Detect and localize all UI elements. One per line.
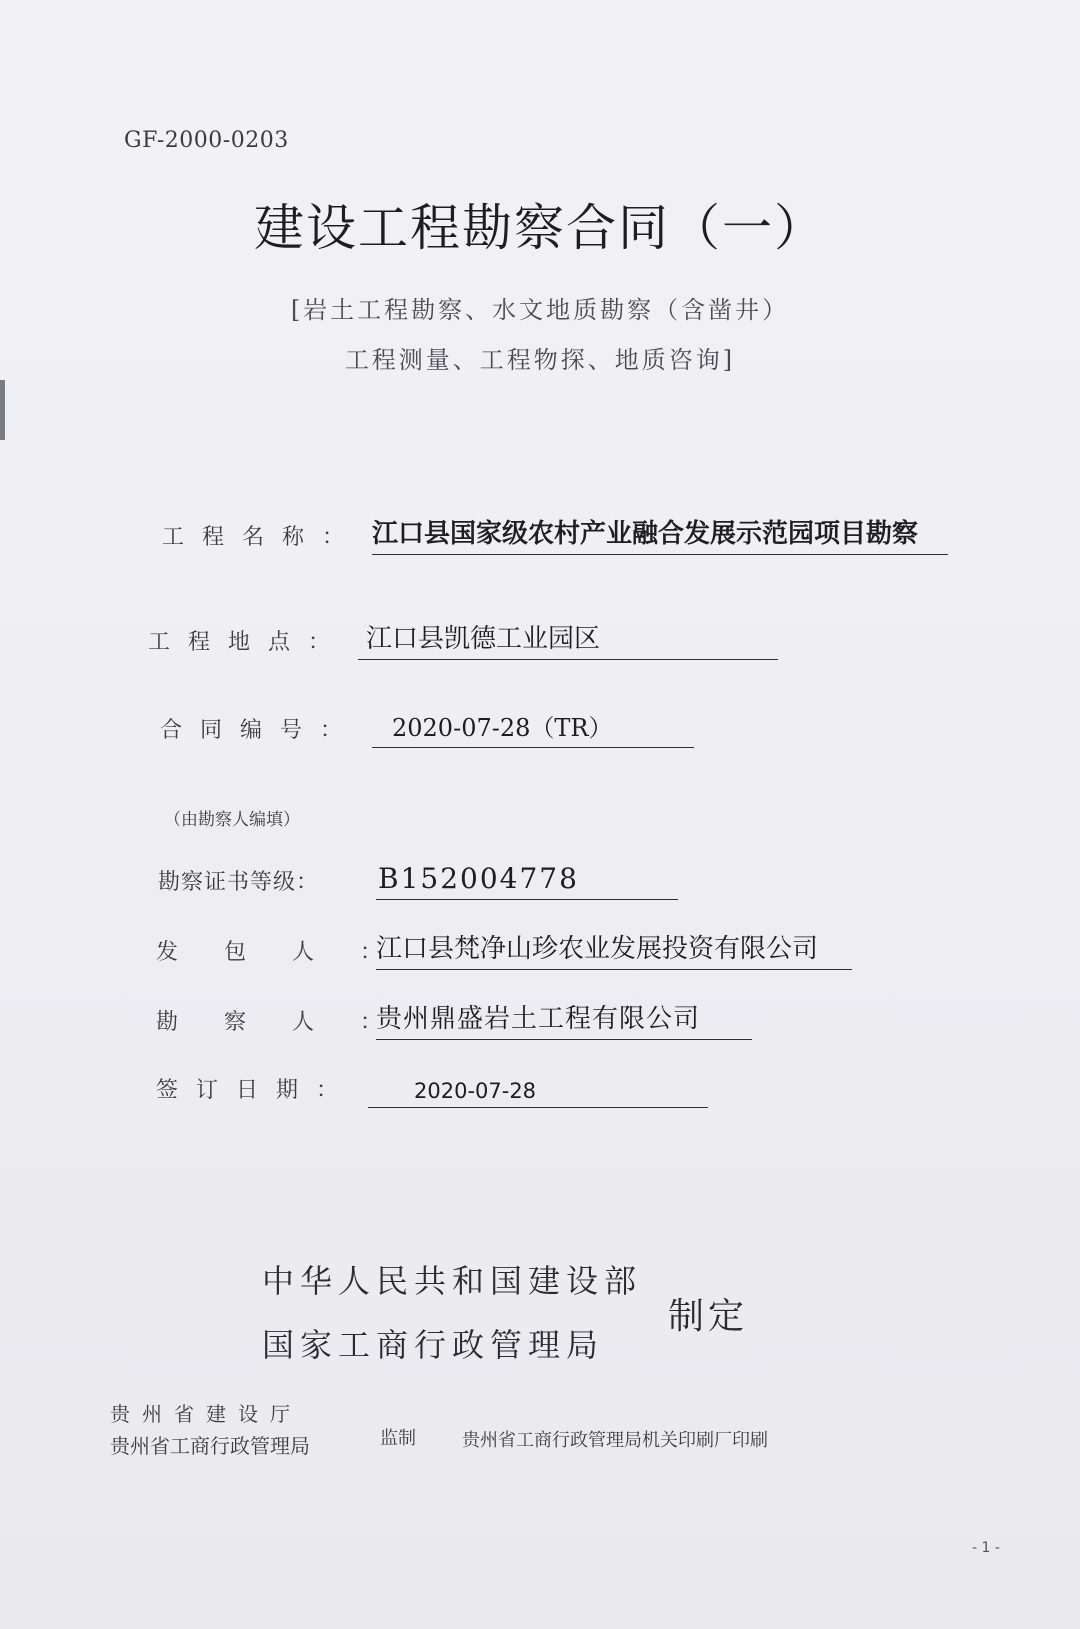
sign-date-value: 2020-07-28: [414, 1079, 537, 1103]
certificate-grade-label: 勘察证书等级：: [158, 870, 320, 895]
employer-value: 江口县梵净山珍农业发展投资有限公司: [376, 934, 819, 964]
certificate-grade-value: B152004778: [378, 862, 579, 895]
project-name-value: 江口县国家级农村产业融合发展示范园项目勘察: [372, 519, 919, 549]
issuer-suffix: 制定: [668, 1296, 749, 1337]
surveyor-line: [376, 999, 752, 1040]
employer-line: [376, 929, 852, 970]
document-title: 建设工程勘察合同（一）: [254, 199, 826, 257]
surveyor-value: 贵州鼎盛岩土工程有限公司: [376, 1004, 701, 1034]
contract-no-label: 合同编号：: [160, 718, 361, 743]
project-name-line: [372, 514, 948, 555]
page-number: - 1 -: [972, 1540, 1000, 1556]
printer-info: 贵州省工商行政管理局机关印刷厂印刷: [462, 1430, 768, 1451]
surveyor-label: 勘察人：: [156, 1010, 429, 1035]
subtitle-line-2: 工程测量、工程物探、地质咨询]: [344, 346, 736, 374]
contract-no-value: 2020-07-28（TR）: [392, 714, 613, 742]
certificate-grade-line: [376, 859, 678, 900]
sign-date-line: [368, 1067, 708, 1108]
project-location-value: 江口县凯德工业园区: [366, 624, 601, 654]
contract-no-line: [372, 707, 694, 748]
supervisor-line-1: 贵州省建设厅: [110, 1402, 302, 1426]
binding-mark: [0, 380, 5, 440]
supervise-word: 监制: [380, 1428, 416, 1449]
issuer-line-2: 国家工商行政管理局: [262, 1326, 605, 1364]
project-name-label: 工程名称：: [162, 525, 363, 550]
employer-label: 发包人：: [156, 940, 429, 965]
sign-date-label: 签订日期：: [156, 1078, 357, 1103]
project-location-label: 工程地点：: [148, 630, 349, 655]
issuer-line-1: 中华人民共和国建设部: [262, 1262, 643, 1300]
project-location-line: [358, 619, 778, 660]
form-code: GF-2000-0203: [124, 128, 289, 153]
subtitle-line-1: [岩土工程勘察、水文地质勘察（含凿井）: [290, 296, 790, 324]
contract-no-note: （由勘察人编填）: [164, 810, 300, 830]
supervisor-line-2: 贵州省工商行政管理局: [110, 1434, 310, 1458]
